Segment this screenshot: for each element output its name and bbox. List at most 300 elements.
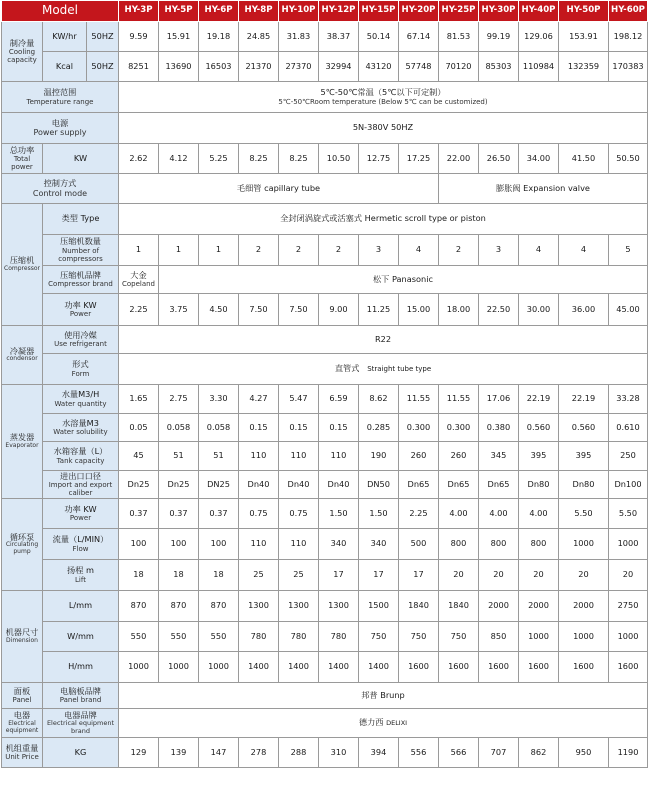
evaporator-label-zh: 蒸发器 <box>9 432 35 443</box>
control-expansion: 膨胀阀 Expansion valve <box>439 174 648 204</box>
compressor-power-value: 45.00 <box>609 294 648 326</box>
cooling-kcal-value: 21370 <box>239 52 279 82</box>
total-power-value: 22.00 <box>439 144 479 174</box>
compressor-num-value: 1 <box>119 235 159 266</box>
water-quantity-value: 22.19 <box>519 385 559 414</box>
total-power-value: 10.50 <box>319 144 359 174</box>
evaporator-label-en: Evaporator <box>5 441 39 449</box>
flow-value: 500 <box>399 529 439 560</box>
compressor-brand-2: 松下 Panasonic <box>159 266 648 294</box>
cooling-kw-value: 15.91 <box>159 22 199 52</box>
temp-value <box>119 82 648 113</box>
compressor-label-zh: 压缩机 <box>9 255 35 266</box>
cooling-kw-value: 67.14 <box>399 22 439 52</box>
cooling-unit-kcal: Kcal <box>43 52 87 82</box>
compressor-power-row <box>2 294 648 326</box>
lift-label <box>43 560 119 591</box>
weight-value: 278 <box>239 738 279 768</box>
water-quantity-value: 5.47 <box>279 385 319 414</box>
caliber-zh: 进出口口径 <box>60 470 101 481</box>
lift-value: 25 <box>239 560 279 591</box>
cooling-kcal-value: 70120 <box>439 52 479 82</box>
lift-value: 18 <box>199 560 239 591</box>
refrigerant-row <box>2 326 648 354</box>
dim-h-value: 1600 <box>439 652 479 683</box>
compressor-num-en: Number of compressors <box>58 246 103 263</box>
pump-power-value: 2.25 <box>399 499 439 529</box>
caliber-value: Dn40 <box>239 471 279 499</box>
tank-value: 395 <box>519 442 559 471</box>
spec-table <box>1 0 648 768</box>
weight-value: 310 <box>319 738 359 768</box>
total-power-row <box>2 144 648 174</box>
dim-h-value: 1400 <box>279 652 319 683</box>
caliber-value: Dn80 <box>519 471 559 499</box>
total-power-value: 2.62 <box>119 144 159 174</box>
water-solubility-zh: 水溶量M3 <box>62 417 99 428</box>
control-row <box>2 174 648 204</box>
temp-value-zh: 5℃-50℃常温（5℃以下可定制） <box>320 87 446 98</box>
dim-w-value: 550 <box>159 622 199 652</box>
water-quantity-value: 6.59 <box>319 385 359 414</box>
caliber-value: Dn25 <box>159 471 199 499</box>
model-name: HY-50P <box>559 1 609 22</box>
tank-value: 51 <box>159 442 199 471</box>
caliber-label <box>43 471 119 499</box>
caliber-en: Import and export caliber <box>48 481 113 498</box>
cooling-kw-value: 198.12 <box>609 22 648 52</box>
cooling-kcal-value: 132359 <box>559 52 609 82</box>
total-power-unit: KW <box>43 144 119 174</box>
lift-value: 20 <box>559 560 609 591</box>
weight-value: 394 <box>359 738 399 768</box>
weight-value: 556 <box>399 738 439 768</box>
lift-en: Lift <box>75 575 86 584</box>
pump-power-zh: 功率 KW <box>64 503 97 514</box>
dimension-label <box>2 591 43 683</box>
pump-power-value: 1.50 <box>359 499 399 529</box>
cooling-kcal-row <box>2 52 648 82</box>
weight-label-en: Unit Price <box>5 753 39 762</box>
power-value: 5N-380V 50HZ <box>119 113 648 144</box>
compressor-brand-label <box>43 266 119 294</box>
dim-w-value: 850 <box>479 622 519 652</box>
cooling-kw-value: 129.06 <box>519 22 559 52</box>
weight-value: 129 <box>119 738 159 768</box>
dim-h-value: 1400 <box>319 652 359 683</box>
model-name: HY-15P <box>359 1 399 22</box>
caliber-value: Dn40 <box>319 471 359 499</box>
cooling-kcal-value: 32994 <box>319 52 359 82</box>
water-solubility-value: 0.300 <box>399 414 439 442</box>
flow-en: Flow <box>72 544 89 553</box>
lift-value: 17 <box>319 560 359 591</box>
compressor-num-value: 4 <box>519 235 559 266</box>
dim-l-value: 1840 <box>399 591 439 622</box>
compressor-power-value: 9.00 <box>319 294 359 326</box>
dim-h-value: 1000 <box>119 652 159 683</box>
lift-value: 18 <box>119 560 159 591</box>
dim-h-value: 1000 <box>199 652 239 683</box>
lift-value: 17 <box>359 560 399 591</box>
refrigerant-en: Use refrigerant <box>54 340 107 349</box>
dim-l-value: 1300 <box>279 591 319 622</box>
lift-value: 18 <box>159 560 199 591</box>
dim-h-value: 1600 <box>519 652 559 683</box>
water-quantity-value: 11.55 <box>439 385 479 414</box>
dim-w-value: 780 <box>239 622 279 652</box>
caliber-value: Dn65 <box>439 471 479 499</box>
cooling-freq-1: 50HZ <box>87 22 119 52</box>
compressor-num-zh: 压缩机数量 <box>60 236 101 247</box>
flow-value: 1000 <box>609 529 648 560</box>
panel-brand-label <box>43 683 119 709</box>
dim-l-label: L/mm <box>43 591 119 622</box>
cooling-kw-value: 153.91 <box>559 22 609 52</box>
compressor-power-value: 22.50 <box>479 294 519 326</box>
water-solubility-value: 0.380 <box>479 414 519 442</box>
pump-label-zh: 循环泵 <box>9 531 35 542</box>
compressor-brand-en: Compressor brand <box>48 280 113 289</box>
water-quantity-label <box>43 385 119 414</box>
flow-value: 110 <box>279 529 319 560</box>
tank-value: 260 <box>399 442 439 471</box>
cooling-kw-row <box>2 22 648 52</box>
flow-value: 340 <box>319 529 359 560</box>
pump-power-value: 0.37 <box>119 499 159 529</box>
pump-power-value: 4.00 <box>439 499 479 529</box>
compressor-num-value: 5 <box>609 235 648 266</box>
cooling-kcal-value: 85303 <box>479 52 519 82</box>
electrical-brand-label <box>43 709 119 738</box>
model-name: HY-20P <box>399 1 439 22</box>
panel-brand-en: Panel brand <box>59 696 102 705</box>
power-row <box>2 113 648 144</box>
dim-l-row <box>2 591 648 622</box>
cooling-kw-value: 9.59 <box>119 22 159 52</box>
caliber-value: DN50 <box>359 471 399 499</box>
cooling-label-zh: 制冷量 <box>9 37 35 48</box>
flow-value: 800 <box>519 529 559 560</box>
water-solubility-value: 0.15 <box>239 414 279 442</box>
total-power-value: 17.25 <box>399 144 439 174</box>
water-solubility-value: 0.560 <box>559 414 609 442</box>
compressor-power-value: 11.25 <box>359 294 399 326</box>
water-solubility-value: 0.610 <box>609 414 648 442</box>
pump-power-value: 0.75 <box>239 499 279 529</box>
cooling-kcal-value: 43120 <box>359 52 399 82</box>
flow-label <box>43 529 119 560</box>
dim-w-label: W/mm <box>43 622 119 652</box>
weight-label-zh: 机组重量 <box>5 742 39 753</box>
compressor-num-value: 2 <box>439 235 479 266</box>
dim-w-value: 780 <box>319 622 359 652</box>
compressor-power-en: Power <box>69 310 92 319</box>
dim-w-row <box>2 622 648 652</box>
weight-value: 862 <box>519 738 559 768</box>
dim-l-value: 1500 <box>359 591 399 622</box>
pump-power-value: 0.75 <box>279 499 319 529</box>
panel-label-zh: 面板 <box>13 685 31 696</box>
cooling-kw-value: 50.14 <box>359 22 399 52</box>
condensor-label-en: condensor <box>6 355 38 363</box>
lift-value: 17 <box>399 560 439 591</box>
dim-l-value: 2750 <box>609 591 648 622</box>
model-header: Model <box>2 1 119 22</box>
power-label <box>2 113 119 144</box>
pump-label <box>2 499 43 591</box>
dim-l-value: 1300 <box>239 591 279 622</box>
caliber-value: Dn65 <box>399 471 439 499</box>
model-name: HY-12P <box>319 1 359 22</box>
tank-value: 110 <box>319 442 359 471</box>
tank-row <box>2 442 648 471</box>
total-power-label-en: Total power <box>11 155 33 172</box>
form-label <box>43 354 119 385</box>
water-solubility-value: 0.300 <box>439 414 479 442</box>
flow-value: 800 <box>439 529 479 560</box>
control-label <box>2 174 119 204</box>
compressor-num-value: 2 <box>239 235 279 266</box>
caliber-value: Dn40 <box>279 471 319 499</box>
dim-w-value: 750 <box>359 622 399 652</box>
lift-value: 25 <box>279 560 319 591</box>
dim-h-value: 1600 <box>479 652 519 683</box>
caliber-row <box>2 471 648 499</box>
evaporator-label <box>2 385 43 499</box>
temp-label-zh: 温控范围 <box>43 87 77 98</box>
dim-h-value: 1400 <box>359 652 399 683</box>
weight-label <box>2 738 43 768</box>
dim-h-label: H/mm <box>43 652 119 683</box>
model-name: HY-5P <box>159 1 199 22</box>
water-quantity-value: 2.75 <box>159 385 199 414</box>
compressor-power-value: 4.50 <box>199 294 239 326</box>
flow-value: 340 <box>359 529 399 560</box>
compressor-type-row <box>2 204 648 235</box>
tank-value: 110 <box>239 442 279 471</box>
compressor-type-label: 类型 Type <box>43 204 119 235</box>
weight-value: 707 <box>479 738 519 768</box>
cooling-kcal-value: 27370 <box>279 52 319 82</box>
temp-value-en: 5℃-50℃Room temperature (Below 5℃ can be customized) <box>278 97 488 106</box>
caliber-value: Dn65 <box>479 471 519 499</box>
temp-row <box>2 82 648 113</box>
compressor-num-label <box>43 235 119 266</box>
water-solubility-value: 0.058 <box>159 414 199 442</box>
tank-value: 51 <box>199 442 239 471</box>
form-row <box>2 354 648 385</box>
form-value <box>119 354 648 385</box>
tank-en: Tank capacity <box>56 456 105 465</box>
compressor-power-value: 30.00 <box>519 294 559 326</box>
pump-power-value: 4.00 <box>479 499 519 529</box>
compressor-brand-1-zh: 大金 <box>130 269 147 280</box>
flow-value: 100 <box>159 529 199 560</box>
model-name: HY-10P <box>279 1 319 22</box>
compressor-brand-row <box>2 266 648 294</box>
form-value-zh: 直管式 <box>334 363 360 374</box>
compressor-type-value: 全封闭涡旋式或活塞式 Hermetic scroll type or piston <box>119 204 648 235</box>
flow-value: 110 <box>239 529 279 560</box>
water-quantity-row <box>2 385 648 414</box>
dim-l-value: 870 <box>199 591 239 622</box>
caliber-value: Dn80 <box>559 471 609 499</box>
flow-value: 1000 <box>559 529 609 560</box>
form-en: Form <box>71 369 90 378</box>
water-quantity-en: Water quantity <box>54 399 107 408</box>
water-quantity-zh: 水量M3/H <box>61 389 100 400</box>
compressor-power-label <box>43 294 119 326</box>
lift-value: 20 <box>609 560 648 591</box>
water-solubility-value: 0.058 <box>199 414 239 442</box>
dim-l-value: 2000 <box>479 591 519 622</box>
compressor-power-zh: 功率 KW <box>64 299 97 310</box>
compressor-power-value: 18.00 <box>439 294 479 326</box>
total-power-value: 5.25 <box>199 144 239 174</box>
condensor-label-zh: 冷凝器 <box>9 345 35 356</box>
total-power-value: 50.50 <box>609 144 648 174</box>
flow-value: 100 <box>119 529 159 560</box>
cooling-kw-value: 38.37 <box>319 22 359 52</box>
total-power-label-zh: 总功率 <box>9 144 35 155</box>
power-label-en: Power supply <box>33 128 87 138</box>
dim-l-value: 2000 <box>519 591 559 622</box>
tank-value: 345 <box>479 442 519 471</box>
dim-w-value: 1000 <box>519 622 559 652</box>
water-solubility-row <box>2 414 648 442</box>
cooling-kcal-value: 8251 <box>119 52 159 82</box>
water-solubility-value: 0.05 <box>119 414 159 442</box>
caliber-value: Dn25 <box>119 471 159 499</box>
pump-label-en: Circulating pump <box>5 541 39 556</box>
refrigerant-label <box>43 326 119 354</box>
control-label-zh: 控制方式 <box>43 178 77 189</box>
electrical-brand-en: Electrical equipment brand <box>46 719 115 735</box>
pump-power-value: 1.50 <box>319 499 359 529</box>
dim-w-value: 780 <box>279 622 319 652</box>
dim-l-value: 1300 <box>319 591 359 622</box>
dim-h-value: 1000 <box>159 652 199 683</box>
electrical-value <box>119 709 648 738</box>
temp-label <box>2 82 119 113</box>
model-name: HY-60P <box>609 1 648 22</box>
water-quantity-value: 17.06 <box>479 385 519 414</box>
header-row <box>2 1 648 22</box>
compressor-brand-zh: 压缩机品牌 <box>60 269 101 280</box>
form-value-en: Straight tube type <box>367 365 432 374</box>
cooling-kw-value: 31.83 <box>279 22 319 52</box>
cooling-kcal-value: 16503 <box>199 52 239 82</box>
refrigerant-value: R22 <box>119 326 648 354</box>
water-quantity-value: 3.30 <box>199 385 239 414</box>
pump-power-value: 0.37 <box>159 499 199 529</box>
pump-power-value: 5.50 <box>559 499 609 529</box>
cooling-kw-value: 19.18 <box>199 22 239 52</box>
total-power-value: 26.50 <box>479 144 519 174</box>
tank-label <box>43 442 119 471</box>
dim-l-value: 870 <box>159 591 199 622</box>
dim-h-value: 1600 <box>399 652 439 683</box>
electrical-label <box>2 709 43 738</box>
electrical-brand-zh: 电器品牌 <box>64 709 97 720</box>
cooling-kcal-value: 13690 <box>159 52 199 82</box>
weight-value: 950 <box>559 738 609 768</box>
weight-value: 139 <box>159 738 199 768</box>
compressor-num-value: 2 <box>279 235 319 266</box>
tank-value: 190 <box>359 442 399 471</box>
compressor-power-value: 15.00 <box>399 294 439 326</box>
dim-w-value: 750 <box>399 622 439 652</box>
weight-value: 1190 <box>609 738 648 768</box>
dim-h-value: 1600 <box>609 652 648 683</box>
total-power-label <box>2 144 43 174</box>
weight-value: 288 <box>279 738 319 768</box>
compressor-power-value: 2.25 <box>119 294 159 326</box>
water-quantity-value: 1.65 <box>119 385 159 414</box>
water-quantity-value: 4.27 <box>239 385 279 414</box>
model-name: HY-25P <box>439 1 479 22</box>
compressor-num-value: 4 <box>559 235 609 266</box>
control-label-en: Control mode <box>32 188 88 198</box>
compressor-power-value: 7.50 <box>239 294 279 326</box>
model-name: HY-6P <box>199 1 239 22</box>
model-name: HY-30P <box>479 1 519 22</box>
panel-row <box>2 683 648 709</box>
cooling-label-en: Cooling capacity <box>7 48 37 65</box>
weight-value: 147 <box>199 738 239 768</box>
total-power-value: 4.12 <box>159 144 199 174</box>
electrical-label-zh: 电器 <box>13 710 31 721</box>
total-power-value: 8.25 <box>279 144 319 174</box>
compressor-brand-1-en: Copeland <box>121 280 156 289</box>
water-solubility-value: 0.15 <box>319 414 359 442</box>
dimension-label-zh: 机器尺寸 <box>5 627 39 638</box>
water-quantity-value: 11.55 <box>399 385 439 414</box>
pump-power-value: 0.37 <box>199 499 239 529</box>
dim-h-value: 1400 <box>239 652 279 683</box>
total-power-value: 34.00 <box>519 144 559 174</box>
pump-power-en: Power <box>69 514 92 523</box>
weight-unit: KG <box>43 738 119 768</box>
dim-w-value: 550 <box>199 622 239 652</box>
temp-label-en: Temperature range <box>26 97 94 106</box>
model-name: HY-3P <box>119 1 159 22</box>
electrical-row <box>2 709 648 738</box>
pump-power-value: 5.50 <box>609 499 648 529</box>
tank-value: 250 <box>609 442 648 471</box>
refrigerant-zh: 使用冷媒 <box>64 329 97 340</box>
dim-w-value: 1000 <box>559 622 609 652</box>
water-solubility-value: 0.15 <box>279 414 319 442</box>
total-power-value: 41.50 <box>559 144 609 174</box>
power-label-zh: 电源 <box>51 117 69 128</box>
model-name: HY-8P <box>239 1 279 22</box>
compressor-power-value: 36.00 <box>559 294 609 326</box>
cooling-kw-value: 99.19 <box>479 22 519 52</box>
water-solubility-value: 0.560 <box>519 414 559 442</box>
dim-w-value: 550 <box>119 622 159 652</box>
compressor-brand-1 <box>119 266 159 294</box>
flow-row <box>2 529 648 560</box>
electrical-value-en: DELIXI <box>386 719 408 728</box>
flow-value: 800 <box>479 529 519 560</box>
electrical-label-en: Electrical equipment <box>5 719 39 734</box>
condensor-label <box>2 326 43 385</box>
water-solubility-label <box>43 414 119 442</box>
tank-value: 110 <box>279 442 319 471</box>
dim-h-value: 1600 <box>559 652 609 683</box>
